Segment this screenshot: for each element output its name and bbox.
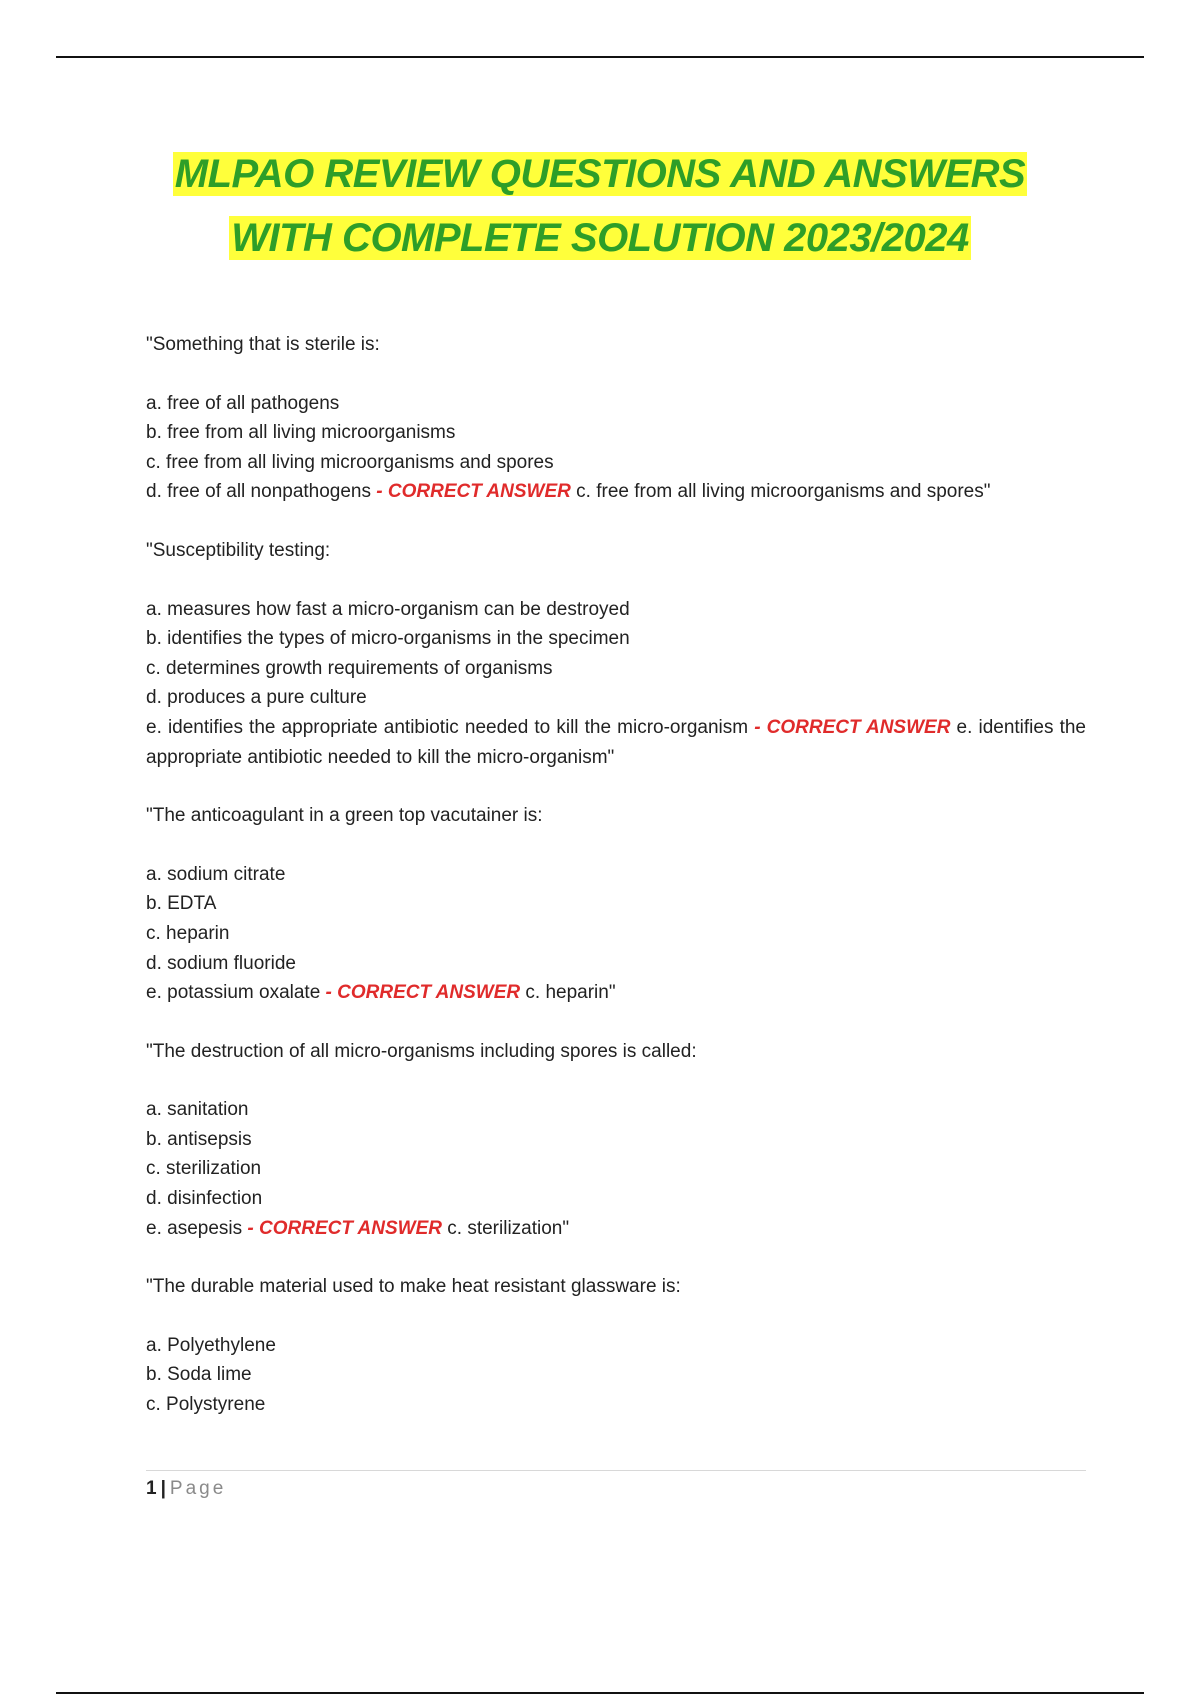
option-item [146, 1125, 1086, 1155]
option-item [146, 889, 1086, 919]
option-item [146, 595, 1086, 625]
correct-answer-label: - CORRECT ANSWER [376, 481, 571, 503]
question-stem: "The anticoagulant in a green top vacutainer is: [146, 805, 543, 827]
option-text: a. Polyethylene [146, 1334, 276, 1356]
question-stem: "The destruction of all micro-organisms including spores is called: [146, 1040, 697, 1062]
option-item [146, 1331, 1086, 1361]
option-item [146, 389, 1086, 419]
option-item [146, 418, 1086, 448]
question-stem: "Something that is sterile is: [146, 334, 380, 355]
question-block [146, 330, 1086, 536]
title-line-1: MLPAO REVIEW QUESTIONS AND ANSWERS [174, 152, 1026, 196]
option-item [146, 1390, 1086, 1420]
option-text: a. sanitation [146, 1099, 249, 1121]
options-list [146, 389, 1086, 507]
option-item [146, 713, 1086, 772]
option-text: a. measures how fast a micro-organism can be destroyed [146, 598, 630, 620]
answer-text: c. free from all living microorganisms and spores" [576, 481, 991, 503]
option-item [146, 477, 1086, 507]
page-separator: | [160, 1478, 166, 1499]
question-block [146, 536, 1086, 801]
question-block [146, 1037, 1086, 1273]
option-text: b. Soda lime [146, 1364, 252, 1386]
options-list [146, 1331, 1086, 1420]
correct-answer-label: - CORRECT ANSWER [754, 716, 951, 738]
correct-answer-label: - CORRECT ANSWER [247, 1217, 442, 1239]
top-rule [56, 56, 1144, 58]
option-item [146, 683, 1086, 713]
option-item [146, 624, 1086, 654]
option-text: d. disinfection [146, 1188, 263, 1210]
option-text: b. EDTA [146, 893, 217, 915]
questions-list [146, 330, 1086, 1420]
option-text: b. identifies the types of micro-organisms in the specimen [146, 628, 630, 650]
question-block [146, 801, 1086, 1037]
option-text: b. antisepsis [146, 1128, 252, 1150]
option-text: c. free from all living microorganisms and spores [146, 451, 554, 473]
option-text: a. free of all pathogens [146, 392, 340, 414]
option-item [146, 978, 1086, 1008]
option-text: c. determines growth requirements of organisms [146, 657, 553, 679]
document-title [120, 142, 1080, 270]
option-item [146, 1095, 1086, 1125]
option-text: e. potassium oxalate [146, 982, 321, 1004]
footer-rule [146, 1470, 1086, 1471]
option-text: a. sodium citrate [146, 863, 286, 885]
question-stem: "Susceptibility testing: [146, 539, 331, 561]
option-item [146, 1214, 1086, 1244]
option-text: b. free from all living microorganisms [146, 422, 456, 444]
options-list [146, 1095, 1086, 1243]
option-text: d. sodium fluoride [146, 952, 296, 974]
bottom-rule [56, 1692, 1144, 1694]
option-item [146, 949, 1086, 979]
page-label: Page [169, 1478, 227, 1499]
option-item [146, 654, 1086, 684]
option-item [146, 919, 1086, 949]
options-list [146, 595, 1086, 773]
question-block [146, 1272, 1086, 1419]
page-footer [146, 1476, 226, 1502]
option-item [146, 448, 1086, 478]
option-text: c. heparin [146, 922, 230, 944]
option-text: e. asepesis [146, 1217, 243, 1239]
option-text: d. free of all nonpathogens [146, 481, 372, 503]
title-line-2: WITH COMPLETE SOLUTION 2023/2024 [231, 216, 969, 260]
option-text: c. Polystyrene [146, 1394, 266, 1416]
option-item [146, 1360, 1086, 1390]
option-text: e. identifies the appropriate antibiotic needed to kill the micro-organism [146, 716, 749, 738]
correct-answer-label: - CORRECT ANSWER [325, 982, 521, 1004]
option-text: c. sterilization [146, 1158, 262, 1180]
option-item [146, 1154, 1086, 1184]
question-stem: "The durable material used to make heat resistant glassware is: [146, 1276, 681, 1298]
answer-text: c. sterilization" [447, 1217, 570, 1239]
options-list [146, 860, 1086, 1008]
answer-text: c. heparin" [525, 982, 616, 1004]
option-item [146, 860, 1086, 890]
option-item [146, 1184, 1086, 1214]
answer-text: e. identifies the appropriate antibiotic needed to kill the micro-organism" [146, 716, 1086, 768]
page-number: 1 [146, 1478, 157, 1499]
option-text: d. produces a pure culture [146, 687, 367, 709]
